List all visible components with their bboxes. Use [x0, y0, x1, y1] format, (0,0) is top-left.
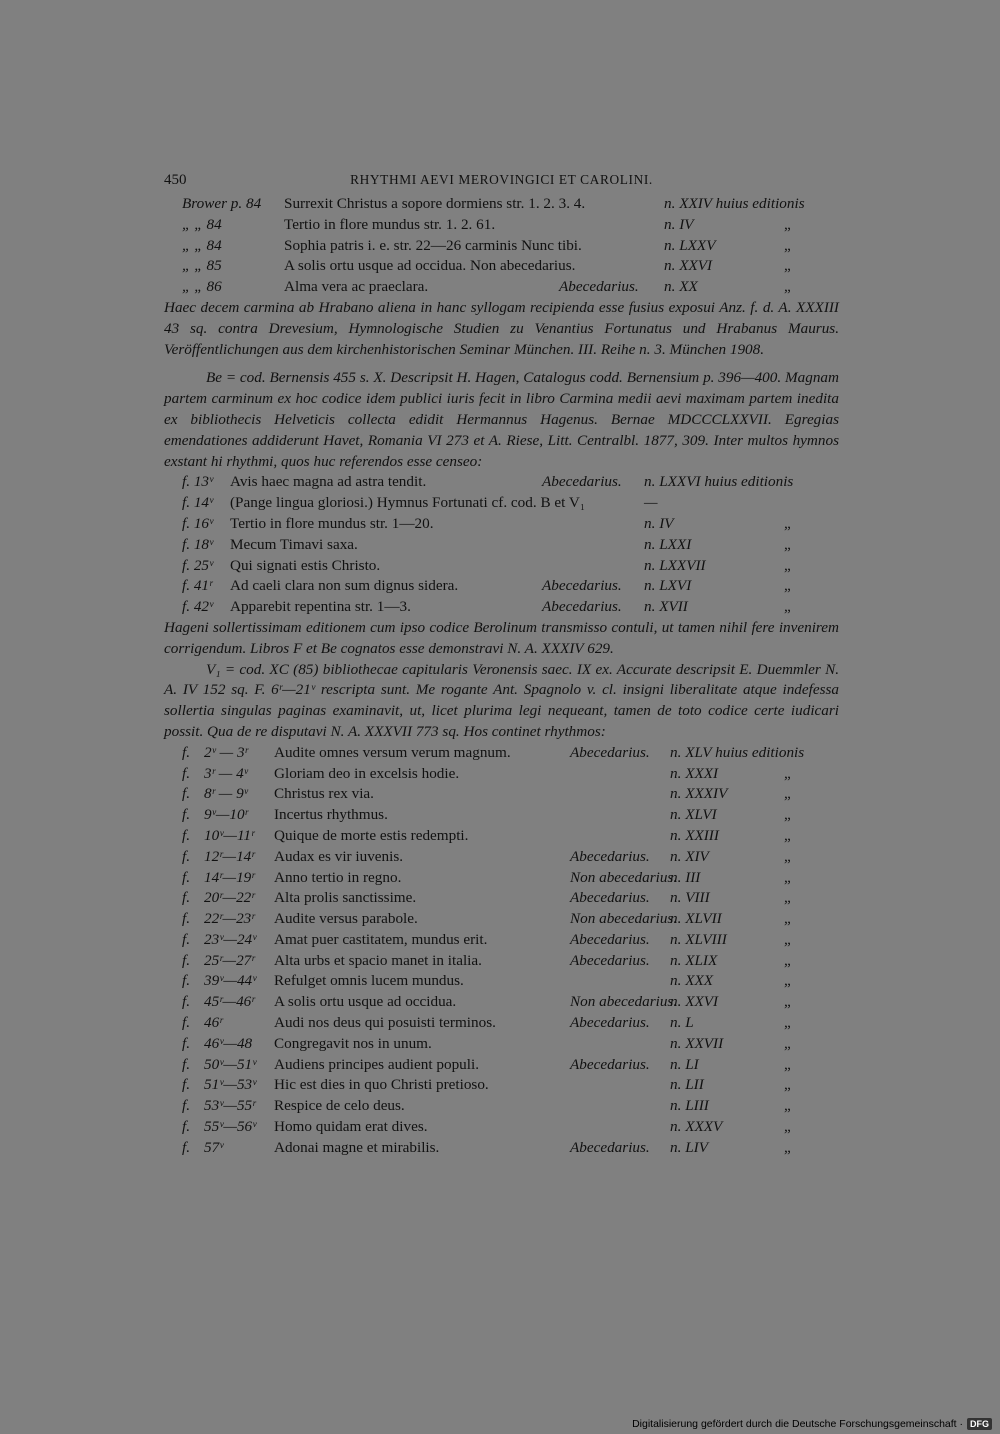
entry-folio: f. 16ᵛ: [182, 514, 214, 532]
ditto-mark: „: [784, 868, 791, 886]
entry-folio: f. 14ᵛ: [182, 494, 214, 512]
entry-folio: 57ᵛ: [204, 1138, 224, 1156]
entry-folio-label: f.: [182, 1034, 191, 1052]
entry-folio: 46ʳ: [204, 1014, 223, 1032]
manuscript-entry: [164, 805, 839, 826]
entry-incipit: Audax es vir iuvenis.: [274, 847, 404, 865]
entry-folio: 20ʳ—22ʳ: [204, 889, 255, 907]
ditto-mark: „: [784, 1097, 791, 1115]
manuscript-entry: [164, 951, 839, 972]
entry-incipit: Adonai magne et mirabilis.: [274, 1138, 440, 1156]
entry-incipit: Gloriam deo in excelsis hodie.: [274, 764, 460, 782]
footer-text: Digitalisierung gefördert durch die Deutsche Forschungsgemeinschaft ·: [632, 1418, 963, 1430]
manuscript-entry: [164, 556, 839, 577]
entry-folio: 3ʳ — 4ᵛ: [204, 764, 248, 782]
brower-list: [164, 194, 839, 298]
ditto-mark: „: [784, 1055, 791, 1073]
entry-number: n. XIV: [670, 847, 709, 865]
entry-number: n. III: [670, 868, 701, 886]
entry-folio-label: f.: [182, 1118, 191, 1136]
manuscript-entry: [164, 576, 839, 597]
ditto-mark: „: [784, 236, 791, 254]
ditto-mark: „: [784, 1014, 791, 1032]
entry-number: n. XLV huius editionis: [670, 743, 805, 761]
entry-folio-label: f.: [182, 1014, 191, 1032]
manuscript-entry: [164, 256, 839, 277]
manuscript-entry: [164, 888, 839, 909]
entry-reference: „ „ 85: [182, 257, 222, 275]
entry-incipit: Incertus rhythmus.: [274, 806, 388, 824]
entry-folio: 2ᵛ — 3ʳ: [204, 743, 248, 761]
entry-folio: f. 41ʳ: [182, 577, 213, 595]
manuscript-entry: [164, 868, 839, 889]
entry-folio: f. 13ᵛ: [182, 473, 214, 491]
manuscript-entry: [164, 971, 839, 992]
entry-note: Abecedarius.: [559, 278, 639, 296]
running-header: [164, 164, 839, 194]
manuscript-entry: [164, 909, 839, 930]
manuscript-entry: [164, 764, 839, 785]
paragraph-hrabano: Haec decem carmina ab Hrabano aliena in hanc syllogam recipienda esse fusius exposui Anz. f. d. A. XXXIII 43 sq. contra Drevesium, Hymnologische Studien zu Venantius Fortunatus und Hrabanus Maurus. Veröffentlichungen aus dem kirchenhistorischen Seminar München. III. Reihe n. 3. München 1908.: [164, 298, 839, 358]
entry-incipit: Homo quidam erat dives.: [274, 1118, 428, 1136]
entry-folio: 55ᵛ—56ᵛ: [204, 1118, 257, 1136]
ditto-mark: „: [784, 257, 791, 275]
manuscript-entry: [164, 930, 839, 951]
entry-incipit: Apparebit repentina str. 1—3.: [230, 598, 411, 616]
entry-number: n. XLVII: [670, 910, 722, 928]
entry-incipit: Congregavit nos in unum.: [274, 1034, 432, 1052]
page-content: [164, 164, 839, 1159]
page-number: 450: [164, 172, 187, 188]
entry-folio: 12ʳ—14ʳ: [204, 847, 255, 865]
entry-incipit: Avis haec magna ad astra tendit.: [230, 473, 427, 491]
entry-incipit: Audite versus parabole.: [274, 910, 418, 928]
entry-folio: f. 25ᵛ: [182, 556, 214, 574]
ditto-mark: „: [784, 278, 791, 296]
entry-note: Abecedarius.: [570, 743, 650, 761]
entry-folio-label: f.: [182, 951, 191, 969]
manuscript-entry: [164, 493, 839, 514]
entry-folio: 45ʳ—46ʳ: [204, 993, 255, 1011]
ditto-mark: „: [784, 1118, 791, 1136]
ditto-mark: „: [784, 764, 791, 782]
entry-incipit: Audi nos deus qui posuisti terminos.: [274, 1014, 496, 1032]
manuscript-entry: [164, 1117, 839, 1138]
entry-note: Non abecedarius.: [570, 910, 678, 928]
bernensis-list: [164, 472, 839, 618]
entry-incipit: Christus rex via.: [274, 785, 374, 803]
entry-incipit: Audite omnes versum verum magnum.: [274, 743, 511, 761]
entry-folio-label: f.: [182, 785, 191, 803]
manuscript-entry: [164, 236, 839, 257]
entry-incipit: Mecum Timavi saxa.: [230, 535, 358, 553]
dfg-footer: [632, 1418, 992, 1430]
ditto-mark: „: [784, 598, 791, 616]
entry-reference: „ „ 84: [182, 215, 222, 233]
manuscript-entry: [164, 1013, 839, 1034]
manuscript-entry: [164, 1034, 839, 1055]
entry-number: n. LXXV: [664, 236, 716, 254]
entry-note: Abecedarius.: [570, 930, 650, 948]
entry-incipit: Hic est dies in quo Christi pretioso.: [274, 1076, 489, 1094]
entry-note: Abecedarius.: [570, 847, 650, 865]
entry-number: n. L: [670, 1014, 694, 1032]
entry-folio-label: f.: [182, 910, 191, 928]
entry-folio: 46ᵛ—48: [204, 1034, 253, 1052]
entry-folio-label: f.: [182, 993, 191, 1011]
dfg-logo: DFG: [967, 1418, 992, 1430]
entry-folio-label: f.: [182, 868, 191, 886]
entry-number: n. LIV: [670, 1138, 708, 1156]
entry-number: n. LI: [670, 1055, 699, 1073]
ditto-mark: „: [784, 556, 791, 574]
entry-number: n. IV: [644, 514, 674, 532]
entry-number: n. XXXIV: [670, 785, 728, 803]
entry-number: n. LXVI: [644, 577, 692, 595]
entry-note: Abecedarius.: [570, 1055, 650, 1073]
entry-folio-label: f.: [182, 930, 191, 948]
entry-incipit: Tertio in flore mundus str. 1—20.: [230, 514, 434, 532]
paragraph-hageni: Hageni sollertissimam editionem cum ipso codice Berolinum transmisso contuli, ut tamen nihil fere invenirem corrigendum. Libros F et Be cognatos esse demonstravi N. A. XXXIV 629.: [164, 618, 839, 657]
entry-number: n. XLVI: [670, 806, 717, 824]
ditto-mark: „: [784, 951, 791, 969]
entry-incipit: Alma vera ac praeclara.: [284, 278, 429, 296]
manuscript-entry: [164, 847, 839, 868]
manuscript-entry: [164, 992, 839, 1013]
entry-number: n. XXX: [670, 972, 714, 990]
entry-incipit: Qui signati estis Christo.: [230, 556, 381, 574]
entry-incipit: Alta prolis sanctissime.: [274, 889, 417, 907]
manuscript-entry: [164, 826, 839, 847]
manuscript-entry: [164, 597, 839, 618]
entry-folio: 51ᵛ—53ᵛ: [204, 1076, 257, 1094]
ditto-mark: „: [784, 930, 791, 948]
entry-note: Abecedarius.: [570, 951, 650, 969]
entry-folio: 39ᵛ—44ᵛ: [204, 972, 257, 990]
entry-number: n. LXXI: [644, 535, 692, 553]
running-title: RHYTHMI AEVI MEROVINGICI ET CAROLINI.: [350, 172, 653, 187]
ditto-mark: „: [784, 1034, 791, 1052]
ditto-mark: „: [784, 215, 791, 233]
entry-number: n. LIII: [670, 1097, 709, 1115]
entry-incipit: Refulget omnis lucem mundus.: [274, 972, 464, 990]
manuscript-entry: [164, 1075, 839, 1096]
entry-note: Abecedarius.: [542, 473, 622, 491]
entry-note: Abecedarius.: [570, 1014, 650, 1032]
entry-incipit: Anno tertio in regno.: [274, 868, 402, 886]
manuscript-entry: [164, 743, 839, 764]
entry-folio: 9ᵛ—10ʳ: [204, 806, 248, 824]
entry-folio-label: f.: [182, 1138, 191, 1156]
entry-number: n. XXIII: [670, 826, 719, 844]
ditto-mark: „: [784, 535, 791, 553]
entry-number: n. XXVI: [670, 993, 719, 1011]
entry-folio-label: f.: [182, 1097, 191, 1115]
entry-folio-label: f.: [182, 743, 191, 761]
entry-folio-label: f.: [182, 826, 191, 844]
ditto-mark: „: [784, 1138, 791, 1156]
entry-note: Non abecedarius.: [570, 868, 678, 886]
manuscript-entry: [164, 277, 839, 298]
ditto-mark: „: [784, 785, 791, 803]
entry-number: —: [644, 494, 658, 512]
entry-note: Abecedarius.: [542, 577, 622, 595]
entry-number: n. XXVI: [664, 257, 713, 275]
entry-number: n. LXXVI huius editionis: [644, 473, 794, 491]
entry-incipit: Sophia patris i. e. str. 22—26 carminis Nunc tibi.: [284, 236, 582, 254]
entry-incipit: A solis ortu usque ad occidua.: [274, 993, 457, 1011]
entry-number: n. XXIV huius editionis: [664, 195, 805, 212]
entry-folio: 25ʳ—27ʳ: [204, 951, 255, 969]
entry-number: n. XX: [664, 278, 698, 296]
manuscript-entry: [164, 1096, 839, 1117]
manuscript-entry: [164, 472, 839, 493]
entry-incipit: A solis ortu usque ad occidua. Non abecedarius.: [284, 257, 576, 275]
entry-note: Abecedarius.: [542, 598, 622, 616]
entry-folio: f. 42ᵛ: [182, 598, 214, 616]
ditto-mark: „: [784, 993, 791, 1011]
entry-incipit: Alta urbs et spacio manet in italia.: [274, 951, 482, 969]
entry-number: n. XXXI: [670, 764, 719, 782]
entry-folio: 53ᵛ—55ʳ: [204, 1097, 256, 1115]
entry-folio-label: f.: [182, 764, 191, 782]
entry-incipit: Audiens principes audient populi.: [274, 1055, 479, 1073]
entry-number: n. XVII: [644, 598, 688, 616]
entry-folio-label: f.: [182, 1076, 191, 1094]
entry-number: n. XLIX: [670, 951, 718, 969]
manuscript-entry: [164, 194, 839, 215]
entry-reference: Brower p. 84: [182, 195, 262, 212]
ditto-mark: „: [784, 847, 791, 865]
entry-folio: f. 18ᵛ: [182, 535, 214, 553]
manuscript-entry: [164, 1138, 839, 1159]
entry-folio-label: f.: [182, 806, 191, 824]
entry-incipit: Quique de morte estis redempti.: [274, 826, 469, 844]
entry-folio: 23ᵛ—24ᵛ: [204, 930, 257, 948]
manuscript-entry: [164, 535, 839, 556]
entry-folio: 50ᵛ—51ᵛ: [204, 1055, 257, 1073]
veronensis-list: [164, 743, 839, 1159]
entry-reference: „ „ 84: [182, 236, 222, 254]
ditto-mark: „: [784, 826, 791, 844]
entry-folio: 14ʳ—19ʳ: [204, 868, 255, 886]
entry-folio: 10ᵛ—11ʳ: [204, 826, 255, 844]
entry-folio-label: f.: [182, 972, 191, 990]
entry-incipit: Ad caeli clara non sum dignus sidera.: [230, 577, 459, 595]
manuscript-entry: [164, 784, 839, 805]
entry-folio: 22ʳ—23ʳ: [204, 910, 255, 928]
entry-number: n. IV: [664, 215, 694, 233]
ditto-mark: „: [784, 806, 791, 824]
entry-incipit: Tertio in flore mundus str. 1. 2. 61.: [284, 215, 496, 233]
entry-number: n. VIII: [670, 889, 710, 907]
ditto-mark: „: [784, 910, 791, 928]
manuscript-entry: [164, 514, 839, 535]
entry-note: Abecedarius.: [570, 1138, 650, 1156]
ditto-mark: „: [784, 514, 791, 532]
paragraph-bernensis: Be = cod. Bernensis 455 s. X. Descripsit H. Hagen, Catalogus codd. Bernensium p. 396—400. Magnam partem carminum ex hoc codice idem publici iuris fecit in libro Carmina medii aevi maximam partem inedita ex bibliothecis Helveticis collecta edidit Hermannus Hagenus. Bernae MDCCCLXXVII. Egregias emendationes addiderunt Havet, Romania VI 273 et A. Riese, Litt. Centralbl. 1877, 309. Inter multos hymnos exstant hi rhythmi, quos huc referendos esse censeo:: [164, 369, 839, 470]
entry-incipit: (Pange lingua gloriosi.) Hymnus Fortunati cf. cod. B et V₁: [230, 494, 586, 512]
ditto-mark: „: [784, 1076, 791, 1094]
entry-number: n. LII: [670, 1076, 704, 1094]
ditto-mark: „: [784, 972, 791, 990]
entry-incipit: Amat puer castitatem, mundus erit.: [274, 930, 488, 948]
entry-incipit: Respice de celo deus.: [274, 1097, 405, 1115]
entry-reference: „ „ 86: [182, 278, 222, 296]
entry-number: n. XLVIII: [670, 930, 727, 948]
manuscript-entry: [164, 215, 839, 236]
entry-folio-label: f.: [182, 889, 191, 907]
manuscript-entry: [164, 1055, 839, 1076]
entry-note: Abecedarius.: [570, 889, 650, 907]
entry-number: n. XXVII: [670, 1034, 724, 1052]
ditto-mark: „: [784, 577, 791, 595]
entry-number: n. XXXV: [670, 1118, 723, 1136]
entry-folio: 8ʳ — 9ᵛ: [204, 785, 248, 803]
entry-note: Non abecedarius.: [570, 993, 678, 1011]
entry-number: n. LXXVII: [644, 556, 706, 574]
ditto-mark: „: [784, 889, 791, 907]
entry-folio-label: f.: [182, 847, 191, 865]
entry-incipit: Surrexit Christus a sopore dormiens str. 1. 2. 3. 4.: [284, 195, 586, 212]
entry-folio-label: f.: [182, 1055, 191, 1073]
paragraph-veronensis: V₁ = cod. XC (85) bibliothecae capitularis Veronensis saec. IX ex. Accurate descripsit E. Duemmler N. A. IV 152 sq. F. 6ʳ—21ᵛ rescripta sunt. Me rogante Ant. Spagnolo v. cl. insigni liberalitate atque indefessa sollertia singulas paginas examinavit, ut, licet plurima legi nequeant, tamen de toto codice certe iudicari possit. Qua de re disputavi N. A. XXXVII 773 sq. Hos continet rhythmos:: [164, 660, 839, 740]
